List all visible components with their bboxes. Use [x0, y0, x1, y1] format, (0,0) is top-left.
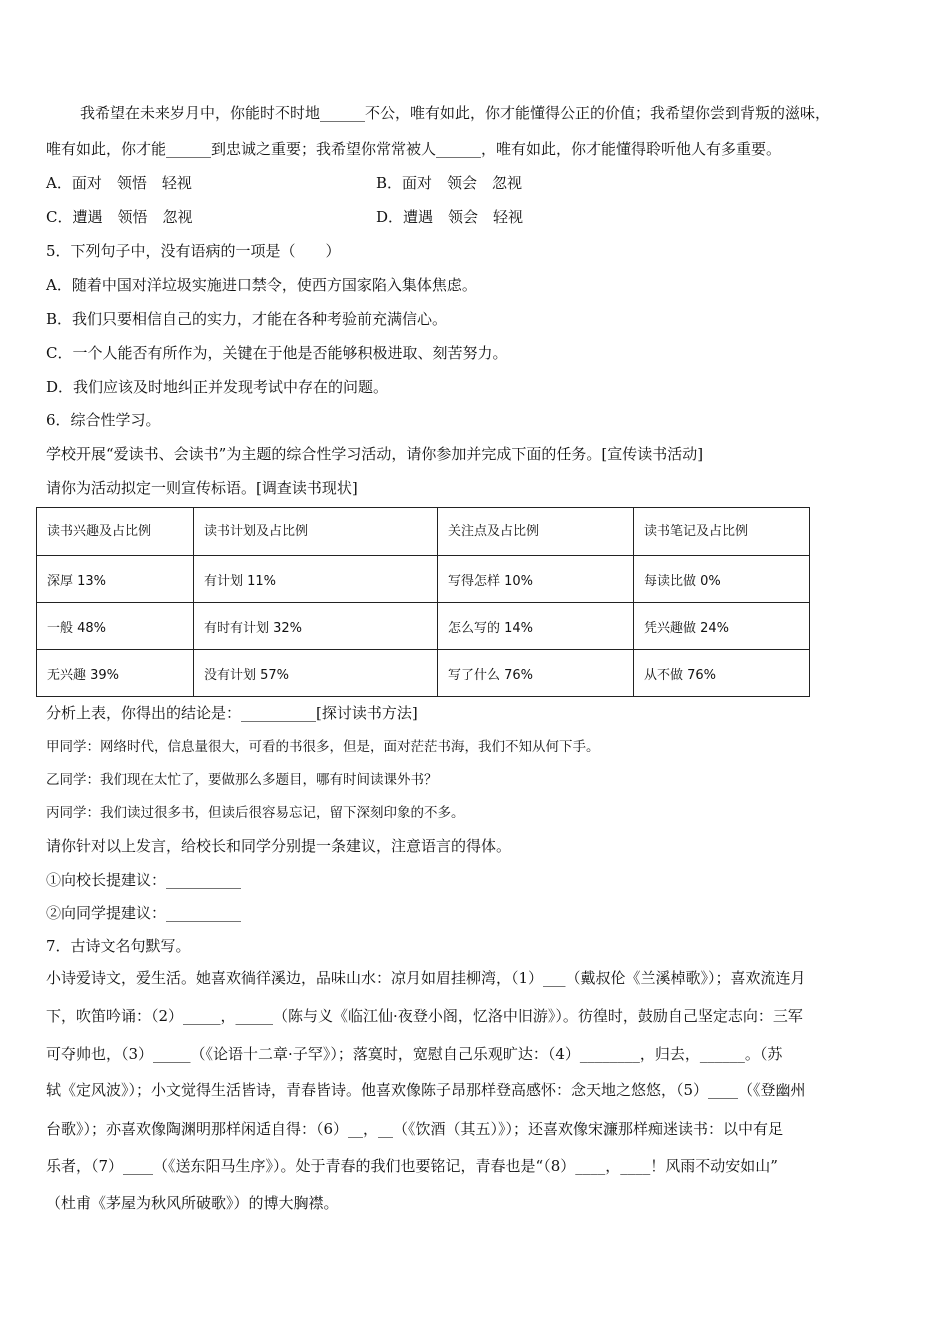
table-header-cell: 读书笔记及占比例 — [634, 508, 810, 556]
q7-passage-line: 乐者，（7）____（《送东阳马生序》）。处于青春的我们也要铭记，青春也是“（8）____，____！风雨不动安如山” — [46, 1157, 778, 1175]
q5-option-c: C．一个人能否有所作为，关键在于他是否能够积极进取、刻苦努力。 — [46, 344, 508, 362]
q6-request: 请你针对以上发言，给校长和同学分别提一条建议，注意语言的得体。 — [46, 837, 512, 855]
table-cell: 凭兴趣做 24% — [634, 603, 810, 650]
q4-option-a: A．面对 领悟 轻视 — [46, 174, 192, 192]
q4-option-c: C．遭遇 领悟 忽视 — [46, 208, 193, 226]
q6-analysis-prompt: 分析上表，你得出的结论是：__________[探讨读书方法] — [46, 704, 418, 722]
q4-option-d: D．遭遇 领会 轻视 — [376, 208, 524, 226]
q5-option-a: A．随着中国对洋垃圾实施进口禁令，使西方国家陷入集体焦虑。 — [46, 276, 477, 294]
q4-paragraph-line1: 我希望在未来岁月中，你能时不时地______不公，唯有如此，你才能懂得公正的价值；我希望你尝到背叛的滋味， — [80, 104, 831, 122]
q7-passage-line: 台歌》）；亦喜欢像陶渊明那样闲适自得：（6）__，__（《饮酒（其五）》）；还喜欢像宋濂那样痴迷读书：以中有足 — [46, 1120, 784, 1138]
q6-intro-line2: 请你为活动拟定一则宣传标语。[调查读书现状] — [46, 479, 358, 497]
q5-option-b: B．我们只要相信自己的实力，才能在各种考验前充满信心。 — [46, 310, 448, 328]
table-cell: 从不做 76% — [634, 650, 810, 697]
q6-suggestion-classmates: ②向同学提建议：__________ — [46, 904, 242, 922]
q5-stem: 5．下列句子中，没有语病的一项是（ ） — [46, 242, 341, 260]
table-row — [37, 556, 810, 603]
table-cell: 无兴趣 39% — [37, 650, 194, 697]
table-cell: 每读比做 0% — [634, 556, 810, 603]
table-cell: 写了什么 76% — [438, 650, 634, 697]
table-cell: 有时有计划 32% — [194, 603, 438, 650]
q6-stem: 6．综合性学习。 — [46, 411, 161, 429]
table-header-cell: 读书计划及占比例 — [194, 508, 438, 556]
q5-option-d: D．我们应该及时地纠正并发现考试中存在的问题。 — [46, 378, 389, 396]
table-header-cell: 关注点及占比例 — [438, 508, 634, 556]
q7-passage-line: （杜甫《茅屋为秋风所破歌》）的博大胸襟。 — [46, 1194, 339, 1212]
q7-passage-line: 可夺帅也，（3）_____（《论语十二章·子罕》）；落寞时，宽慰自己乐观旷达：（4）________，归去，______。（苏 — [46, 1045, 783, 1063]
table-cell: 怎么写的 14% — [438, 603, 634, 650]
table-cell: 没有计划 57% — [194, 650, 438, 697]
table-header-row — [37, 508, 810, 556]
reading-survey-table — [36, 507, 810, 697]
q4-option-b: B．面对 领会 忽视 — [376, 174, 523, 192]
table-row — [37, 603, 810, 650]
q7-stem: 7．古诗文名句默写。 — [46, 937, 191, 955]
q7-passage-line: 轼《定风波》）；小文觉得生活皆诗，青春皆诗。他喜欢像陈子昂那样登高感怀：念天地之悠悠，（5）____（《登幽州 — [46, 1081, 806, 1099]
table-header-cell: 读书兴趣及占比例 — [37, 508, 194, 556]
student-yi-statement: 乙同学：我们现在太忙了，要做那么多题目，哪有时间读课外书？ — [46, 772, 438, 788]
q7-passage-line: 小诗爱诗文，爱生活。她喜欢徜徉溪边，品味山水：凉月如眉挂柳湾，（1）___（戴叔伦《兰溪棹歌》）；喜欢流连月 — [46, 969, 806, 987]
q4-paragraph-line2: 唯有如此，你才能______到忠诚之重要；我希望你常常被人______，唯有如此，你才能懂得聆听他人有多重要。 — [46, 140, 782, 158]
table-cell: 有计划 11% — [194, 556, 438, 603]
q6-suggestion-principal: ①向校长提建议：__________ — [46, 871, 242, 889]
student-jia-statement: 甲同学：网络时代，信息量很大，可看的书很多，但是，面对茫茫书海，我们不知从何下手。 — [46, 739, 600, 755]
table-row — [37, 650, 810, 697]
table-cell: 写得怎样 10% — [438, 556, 634, 603]
student-bing-statement: 丙同学：我们读过很多书，但读后很容易忘记，留下深刻印象的不多。 — [46, 805, 465, 821]
table-cell: 深厚 13% — [37, 556, 194, 603]
table-cell: 一般 48% — [37, 603, 194, 650]
q7-passage-line: 下，吹笛吟诵：（2）_____，_____（陈与义《临江仙·夜登小阁，忆洛中旧游》）。彷徨时，鼓励自己坚定志向：三军 — [46, 1007, 803, 1025]
q6-intro-line1: 学校开展“爱读书、会读书”为主题的综合性学习活动，请你参加并完成下面的任务。[宣传读书活动] — [46, 445, 704, 463]
